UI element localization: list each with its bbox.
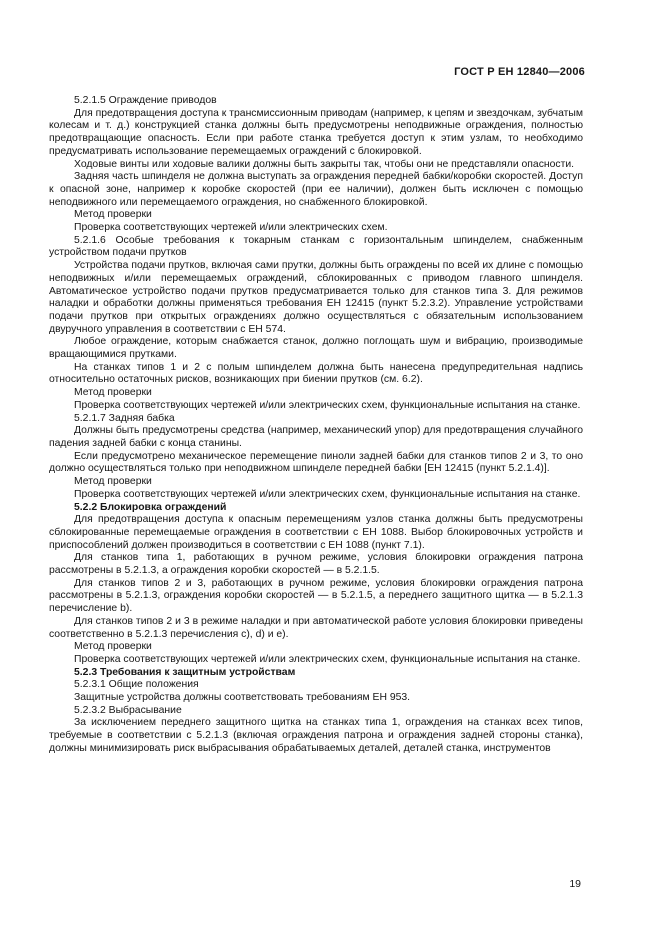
paragraph: Метод проверки: [74, 387, 152, 399]
paragraph: Для станков типа 1, работающих в ручном режиме, условия блокировки ограждения патрона рассмотрены в 5.2.1.3, а ограждения коробки скоростей — в 5.2.1.5.: [49, 552, 583, 577]
paragraph: 5.2.1.7 Задняя бабка: [74, 412, 175, 424]
paragraph: Для предотвращения доступа к опасным перемещениям узлов станка должны быть предусмотрены сблокированные перемещаемые ограждения в соответствии с ЕН 1088. Выбор блокировочных устройств и приспособлений должен производиться в соответствии с ЕН 1088 (пункт 7.1).: [49, 514, 583, 551]
paragraph: 5.2.1.6 Особые требования к токарным станкам с горизонтальным шпинделем, снабженным устройством подачи прутков: [49, 234, 583, 259]
paragraph: За исключением переднего защитного щитка на станках типа 1, ограждения на станках всех типов, требуемые в соответствии с 5.2.1.3 (включая ограждения патрона и ограждения задней стороны станка), должны минимизировать риск выбрасывания обрабатываемых деталей, деталей станка, инструментов: [49, 717, 583, 754]
paragraph: Проверка соответствующих чертежей и/или электрических схем.: [74, 222, 388, 234]
paragraph: 5.2.3.2 Выбрасывание: [74, 704, 182, 716]
paragraph: Проверка соответствующих чертежей и/или электрических схем, функциональные испытания на станке.: [74, 653, 581, 665]
paragraph: Для станков типов 2 и 3 в режиме наладки и при автоматической работе условия блокировки приведены соответственно в 5.2.1.3 перечисления c), d) и e).: [49, 615, 583, 640]
paragraph: 5.2.2 Блокировка ограждений: [74, 501, 227, 513]
page-number: 19: [569, 878, 581, 890]
document-body: [49, 95, 583, 756]
paragraph: Проверка соответствующих чертежей и/или электрических схем, функциональные испытания на станке.: [74, 488, 581, 500]
paragraph: Любое ограждение, которым снабжается станок, должно поглощать шум и вибрацию, производимые вращающимися прутками.: [49, 336, 583, 361]
paragraph: Для предотвращения доступа к трансмиссионным приводам (например, к цепям и звездочкам, зубчатым колесам и т. д.) конструкцией станка должны быть предусмотрены неподвижные ограждения, полностью предотвращающие опасность. Если при работе станка требуется доступ к этим узлам, то необходимо предусматривать использование перемещаемых ограждений с блокировкой.: [49, 107, 583, 157]
paragraph: 5.2.3.1 Общие положения: [74, 679, 199, 691]
paragraph: Метод проверки: [74, 476, 152, 488]
paragraph: Для станков типов 2 и 3, работающих в ручном режиме, условия блокировки ограждения патрона рассмотрены в 5.2.1.3, ограждения коробки скоростей — в 5.2.1.5, а переднего защитного щитка — в 5.2.1.3 перечисление b).: [49, 577, 583, 615]
paragraph: Метод проверки: [74, 641, 152, 653]
paragraph: Устройства подачи прутков, включая сами прутки, должны быть ограждены по всей их длине с помощью неподвижных и/или перемещаемых ограждений, сблокированных с приводом главного шпинделя. Автоматическое устройство подачи прутков предусматривается только для станков типа 3. Для режимов наладки и обработки должны применяться требования ЕН 12415 (пункт 5.2.3.2). Управление устройствами подачи прутков при открытых ограждениях должно осуществляться с обязательным использованием двуручного управления в соответствии с ЕН 574.: [49, 260, 583, 335]
paragraph: Защитные устройства должны соответствовать требованиям ЕН 953.: [74, 692, 411, 704]
paragraph: Метод проверки: [74, 209, 152, 221]
paragraph: Должны быть предусмотрены средства (например, механический упор) для предотвращения случайного падения задней бабки с конца станины.: [49, 425, 583, 449]
paragraph: Задняя часть шпинделя не должна выступать за ограждения передней бабки/коробки скоростей. Доступ к опасной зоне, например к коробке скоростей (при ее наличии), должен быть исключен с помощью неподвижного или перемещаемого ограждения, но снабженного блокировкой.: [49, 171, 583, 208]
paragraph: Проверка соответствующих чертежей и/или электрических схем, функциональные испытания на станке.: [74, 399, 581, 411]
paragraph: 5.2.3 Требования к защитным устройствам: [74, 666, 296, 678]
document-header: ГОСТ Р ЕН 12840—2006: [454, 66, 585, 78]
paragraph: Если предусмотрено механическое перемещение пиноли задней бабки для станков типов 2 и 3, то оно должно осуществляться только при неподвижном шпинделе передней бабки [ЕН 12415 (пункт 5.2.1.4)].: [49, 450, 583, 475]
paragraph: 5.2.1.5 Ограждение приводов: [74, 95, 217, 106]
paragraph: Ходовые винты или ходовые валики должны быть закрыты так, чтобы они не представляли опасности.: [74, 158, 575, 170]
paragraph: На станках типов 1 и 2 с полым шпинделем должна быть нанесена предупредительная надпись относительно остаточных рисков, возникающих при биении прутков (см. 6.2).: [49, 361, 583, 386]
